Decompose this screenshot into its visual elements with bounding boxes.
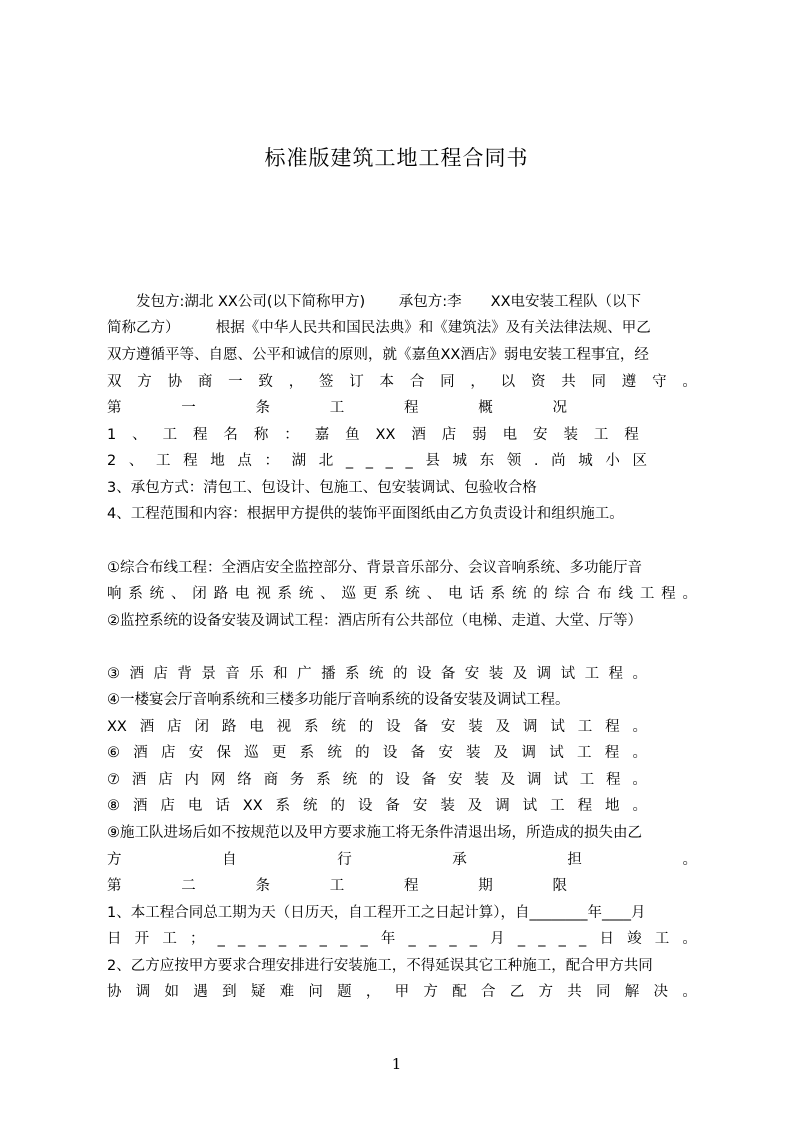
text-glyph: 的 [355, 745, 370, 761]
text-glyph: 设 [382, 745, 398, 761]
text-glyph: 程 [404, 878, 419, 894]
text-glyph: 统 [331, 719, 346, 735]
list-item [107, 743, 647, 763]
text-glyph: _ [538, 931, 546, 947]
text-glyph: 试 [550, 719, 565, 735]
list-item [107, 717, 647, 737]
text-glyph: 更 [362, 586, 378, 602]
text-glyph: 问 [308, 984, 323, 1000]
text-glyph: 统 [405, 586, 420, 602]
text-glyph: 播 [321, 666, 336, 682]
text-glyph: 1 [107, 427, 117, 443]
list-item: ⑨施工队进场后如不按规范以及甲方要求施工将无条件清退出场，所造成的损失由乙 [107, 825, 642, 841]
text-glyph: 酒 [139, 719, 155, 735]
text-glyph: 视 [256, 586, 271, 602]
text-glyph: _ [469, 931, 477, 947]
text-glyph: 日 [599, 931, 614, 947]
text-glyph: ； [189, 931, 205, 947]
text-glyph: 酒 [411, 427, 426, 443]
text-glyph: 系 [128, 586, 143, 602]
text-glyph: 电 [234, 586, 250, 602]
text-glyph: 共 [567, 984, 582, 1000]
text-glyph: _ [319, 931, 327, 947]
paragraph-line: 简称乙方） 根据《中华人民共和国民法典》和《建筑法》及有关法律法规、甲乙 [107, 320, 651, 336]
text-glyph: 嘉 [314, 427, 330, 443]
text-glyph: 及 [495, 719, 511, 735]
text-glyph: 安 [464, 666, 480, 682]
text-glyph: 条 [255, 400, 270, 416]
text-glyph: 装 [563, 427, 578, 443]
text-glyph: 守 [652, 374, 667, 390]
text-glyph: 致 [258, 374, 273, 390]
text-glyph: 酒 [131, 772, 147, 788]
text-glyph: 合 [575, 586, 591, 602]
text-glyph: 备 [440, 666, 456, 682]
list-item [107, 796, 647, 816]
text-glyph: 程 [577, 798, 593, 814]
text-glyph: 安 [188, 745, 204, 761]
text-glyph: 。 [682, 374, 697, 390]
text-glyph: 试 [549, 745, 564, 761]
text-glyph: ， [288, 374, 304, 390]
list-item: 4、工程范围和内容：根据甲方提供的装饰平面图纸由乙方负责设计和组织施工。 [107, 506, 624, 522]
text-glyph: 闭 [194, 719, 209, 735]
text-glyph: 及 [500, 772, 516, 788]
text-glyph: 小 [605, 453, 620, 469]
text-glyph: 电 [187, 798, 203, 814]
text-glyph: 系 [316, 772, 331, 788]
text-glyph: 协 [167, 374, 183, 390]
text-glyph: 湖 [291, 453, 307, 469]
text-glyph: 资 [530, 374, 546, 390]
text-glyph: 同 [591, 374, 606, 390]
text-glyph: 况 [552, 400, 567, 416]
text-glyph: 程 [193, 427, 208, 443]
text-glyph: 方 [107, 852, 122, 868]
text-glyph: 备 [385, 798, 400, 814]
text-glyph: 程 [624, 427, 639, 443]
text-glyph: 。 [682, 931, 697, 947]
text-glyph: _ [360, 931, 368, 947]
text-glyph: 系 [275, 798, 291, 814]
text-glyph: 竣 [627, 931, 642, 947]
text-glyph: 更 [271, 745, 287, 761]
text-glyph: 调 [521, 745, 537, 761]
text-glyph: 题 [337, 984, 352, 1000]
text-glyph: 。 [682, 984, 697, 1000]
text-glyph: 及 [512, 666, 528, 682]
text-glyph: _ [258, 931, 266, 947]
text-glyph: 电 [448, 586, 463, 602]
list-item [107, 770, 647, 790]
text-glyph: 调 [495, 798, 510, 814]
text-glyph: 同 [596, 984, 611, 1000]
list-item [107, 451, 647, 471]
text-glyph: _ [365, 453, 373, 469]
text-glyph: 程 [604, 745, 620, 761]
text-glyph: 装 [466, 745, 481, 761]
text-glyph: 乙 [509, 984, 525, 1000]
text-glyph: 共 [561, 374, 576, 390]
text-glyph: 名 [223, 427, 238, 443]
text-glyph: 担 [567, 852, 582, 868]
text-glyph: 统 [327, 745, 342, 761]
text-glyph: 二 [181, 878, 196, 894]
text-glyph: 及 [493, 745, 509, 761]
text-glyph: 双 [107, 374, 122, 390]
text-glyph: _ [385, 453, 393, 469]
text-glyph: 解 [624, 984, 640, 1000]
text-glyph: 背 [177, 666, 192, 682]
paragraph-line-justified [107, 372, 697, 392]
text-glyph: 遇 [193, 984, 208, 1000]
text-glyph: ： [264, 453, 279, 469]
text-glyph: _ [405, 453, 413, 469]
text-glyph: 日 [107, 931, 122, 947]
text-glyph: 程 [404, 400, 419, 416]
text-glyph: 商 [263, 772, 279, 788]
text-glyph: 工 [550, 798, 565, 814]
text-glyph: 本 [379, 374, 395, 390]
text-glyph: 设 [395, 772, 410, 788]
section-heading-1 [107, 398, 567, 418]
text-glyph: 装 [474, 772, 489, 788]
text-glyph: 第 [107, 878, 122, 894]
text-glyph: 程 [608, 666, 624, 682]
text-glyph: _ [345, 453, 354, 469]
text-glyph: 安 [412, 798, 428, 814]
text-glyph: 地 [210, 453, 225, 469]
text-glyph: 酒 [129, 666, 144, 682]
text-glyph: 线 [618, 586, 633, 602]
text-glyph: 方 [137, 374, 152, 390]
text-glyph: _ [449, 931, 457, 947]
text-glyph: 系 [304, 719, 319, 735]
text-glyph: 电 [502, 427, 518, 443]
text-glyph: 城 [452, 453, 467, 469]
text-glyph: 设 [416, 666, 432, 682]
text-glyph: 、 [132, 427, 147, 443]
text-glyph: 工 [329, 878, 345, 894]
text-glyph: 决 [653, 984, 669, 1000]
text-glyph: _ [517, 931, 526, 947]
paragraph-line: 发包方:湖北 XX公司(以下简称甲方) 承包方:李 XX电安装工程队（以下 [107, 294, 642, 310]
text-glyph: 行 [337, 852, 352, 868]
text-glyph: ③ [107, 666, 120, 682]
text-glyph: 广 [297, 666, 312, 682]
text-glyph: 试 [560, 666, 576, 682]
text-glyph: 统 [342, 772, 358, 788]
list-item: 2、乙方应按甲方要求合理安排进行安装施工，不得延误其它工种施工，配合甲方共同 [107, 958, 653, 974]
text-glyph: 店 [160, 745, 176, 761]
text-glyph: 巡 [341, 586, 356, 602]
text-glyph: 城 [578, 453, 593, 469]
list-item: ①综合布线工程：全酒店安全监控部分、背景音乐部分、会议音响系统、多功能厅音 [107, 560, 642, 576]
text-glyph: 的 [392, 666, 408, 682]
text-glyph: 承 [452, 852, 467, 868]
text-glyph: ， [365, 984, 381, 1000]
text-glyph: _ [299, 931, 307, 947]
text-glyph: 安 [447, 772, 463, 788]
text-glyph: 路 [221, 719, 237, 735]
text-glyph: 系 [345, 666, 360, 682]
text-glyph: 订 [349, 374, 364, 390]
paragraph-line: 双方遵循平等、自愿、公平和诚信的原则，就《嘉鱼XX酒店》弱电安装工程事宜，经 [107, 347, 649, 363]
text-glyph: ⑥ [107, 745, 120, 761]
text-glyph: 响 [107, 586, 122, 602]
paragraph-line-justified [107, 850, 697, 870]
text-glyph: 安 [533, 427, 548, 443]
text-glyph: 如 [164, 984, 180, 1000]
text-glyph: 、 [170, 586, 186, 602]
text-glyph: 装 [468, 719, 483, 735]
text-glyph: 、 [426, 586, 442, 602]
list-item: ②监控系统的设备安装及调试工程：酒店所有公共部位（电梯、走道、大堂、厅等） [107, 613, 642, 629]
list-item [107, 425, 639, 445]
text-glyph: 装 [440, 798, 455, 814]
text-glyph: 乐 [249, 666, 264, 682]
text-glyph: 系 [277, 586, 292, 602]
text-glyph: 。 [632, 772, 647, 788]
text-glyph: 2 [107, 453, 117, 469]
text-glyph: 工 [155, 453, 171, 469]
list-item [107, 664, 647, 684]
text-glyph: 备 [413, 719, 428, 735]
text-glyph: _ [278, 931, 287, 947]
text-glyph: 保 [216, 745, 231, 761]
text-glyph: 统 [511, 586, 527, 602]
text-glyph: 甲 [394, 984, 410, 1000]
text-glyph: 程 [605, 719, 620, 735]
text-glyph: 。 [632, 745, 647, 761]
text-glyph: 安 [440, 719, 456, 735]
text-glyph: 工 [584, 666, 600, 682]
text-glyph: XX [107, 719, 127, 735]
text-glyph: 限 [552, 878, 567, 894]
text-glyph: 条 [255, 878, 270, 894]
text-glyph: 疑 [250, 984, 266, 1000]
text-glyph: 备 [410, 745, 426, 761]
text-glyph: 到 [222, 984, 237, 1000]
text-glyph: 话 [469, 586, 484, 602]
text-glyph: 设 [357, 798, 373, 814]
text-glyph: 合 [409, 374, 425, 390]
text-glyph: 弱 [472, 427, 487, 443]
text-glyph: _ [408, 931, 416, 947]
text-glyph: 调 [135, 984, 151, 1000]
text-glyph: 商 [197, 374, 213, 390]
text-glyph: 工 [329, 400, 345, 416]
text-glyph: 布 [597, 586, 612, 602]
text-glyph: _ [579, 931, 587, 947]
text-glyph: 综 [554, 586, 570, 602]
text-glyph: 酒 [132, 798, 148, 814]
text-glyph: 。 [682, 852, 697, 868]
text-glyph: 概 [478, 400, 493, 416]
text-glyph: 工 [593, 427, 609, 443]
section-heading-2 [107, 876, 567, 896]
text-glyph: 系 [299, 745, 315, 761]
text-glyph: 及 [467, 798, 483, 814]
text-glyph: 开 [134, 931, 150, 947]
text-glyph: 的 [533, 586, 548, 602]
text-glyph: 方 [423, 984, 438, 1000]
text-glyph: 第 [107, 400, 122, 416]
text-glyph: 店 [158, 772, 173, 788]
text-glyph: 签 [318, 374, 334, 390]
page-title: 标准版建筑工地工程合同书 [264, 146, 529, 170]
text-glyph: ⑦ [107, 772, 120, 788]
text-glyph: 内 [184, 772, 200, 788]
text-glyph: 景 [201, 666, 216, 682]
text-glyph: 尚 [551, 453, 566, 469]
text-glyph: 路 [213, 586, 229, 602]
text-glyph: _ [238, 931, 246, 947]
list-item: ④一楼宴会厅音响系统和三楼多功能厅音响系统的设备安装及调试工程。 [107, 692, 570, 708]
text-glyph: 和 [273, 666, 288, 682]
text-glyph: 程 [183, 453, 198, 469]
text-glyph: 统 [149, 586, 165, 602]
text-glyph: 。 [632, 666, 647, 682]
text-glyph: 配 [452, 984, 467, 1000]
text-glyph: 。 [632, 719, 647, 735]
text-glyph: 期 [478, 878, 493, 894]
text-glyph: 店 [441, 427, 457, 443]
text-glyph: XX [242, 798, 263, 814]
text-glyph: 工 [639, 586, 655, 602]
text-glyph: _ [428, 931, 437, 947]
text-glyph: 店 [160, 798, 175, 814]
text-glyph: 地 [605, 798, 620, 814]
text-glyph: 程 [661, 586, 676, 602]
text-glyph: 工 [579, 772, 595, 788]
text-glyph: 年 [380, 931, 396, 947]
text-glyph: 区 [632, 453, 647, 469]
text-glyph: 工 [654, 931, 670, 947]
text-glyph: 视 [276, 719, 292, 735]
text-glyph: 的 [358, 719, 374, 735]
text-glyph: 以 [500, 374, 516, 390]
text-glyph: 程 [606, 772, 621, 788]
text-glyph: 。 [632, 798, 647, 814]
text-glyph: 的 [368, 772, 384, 788]
text-glyph: XX [375, 427, 396, 443]
text-glyph: 一 [181, 400, 196, 416]
text-glyph: 音 [225, 666, 240, 682]
text-glyph: 东 [479, 453, 495, 469]
text-glyph: 备 [421, 772, 437, 788]
text-glyph: 店 [167, 719, 182, 735]
text-glyph: ， [470, 374, 485, 390]
text-glyph: 协 [107, 984, 122, 1000]
text-glyph: _ [558, 931, 566, 947]
text-glyph: 统 [368, 666, 384, 682]
text-glyph: 工 [577, 719, 593, 735]
text-glyph: 统 [298, 586, 314, 602]
text-glyph: 试 [553, 772, 568, 788]
text-glyph: 北 [318, 453, 334, 469]
text-glyph: 络 [237, 772, 252, 788]
text-glyph: 话 [215, 798, 230, 814]
text-glyph: 工 [162, 931, 177, 947]
paragraph-line-justified [107, 929, 697, 949]
text-glyph: 闭 [192, 586, 207, 602]
text-glyph: 务 [289, 772, 305, 788]
text-glyph: 。 [682, 586, 697, 602]
text-glyph: 方 [538, 984, 553, 1000]
page-number: 1 [391, 1055, 402, 1073]
paragraph-line-justified [107, 982, 697, 1002]
list-item-justified [107, 584, 697, 604]
text-glyph: 调 [523, 719, 538, 735]
text-glyph: _ [340, 931, 348, 947]
text-glyph: 遵 [621, 374, 637, 390]
list-item: 3、承包方式：清包工、包设计、包施工、包安装调试、包验收合格 [107, 480, 537, 496]
text-glyph: 统 [303, 798, 318, 814]
text-glyph: 系 [384, 586, 399, 602]
text-glyph: 点 [237, 453, 252, 469]
text-glyph: 电 [249, 719, 264, 735]
text-glyph: 试 [522, 798, 538, 814]
text-glyph: 自 [222, 852, 237, 868]
text-glyph: 调 [536, 666, 552, 682]
text-glyph: 的 [330, 798, 345, 814]
list-item: 1、本工程合同总工期为天（日历天，自工程开工之日起计算），自________年____月 [107, 905, 646, 921]
text-glyph: . [533, 453, 539, 469]
text-glyph: 网 [210, 772, 226, 788]
text-glyph: 系 [490, 586, 506, 602]
text-glyph: 工 [162, 427, 178, 443]
text-glyph: 酒 [133, 745, 148, 761]
text-glyph: 称 [253, 427, 269, 443]
text-glyph: 鱼 [345, 427, 360, 443]
text-glyph: 合 [480, 984, 496, 1000]
text-glyph: ⑧ [107, 798, 120, 814]
text-glyph: 县 [425, 453, 440, 469]
text-glyph: 调 [527, 772, 542, 788]
text-glyph: 、 [128, 453, 144, 469]
text-glyph: 领 [506, 453, 522, 469]
text-glyph: 安 [438, 745, 453, 761]
text-glyph: 巡 [244, 745, 259, 761]
text-glyph: 装 [488, 666, 504, 682]
text-glyph: ： [284, 427, 299, 443]
text-glyph: 设 [386, 719, 401, 735]
text-glyph: 同 [440, 374, 455, 390]
text-glyph: 店 [153, 666, 168, 682]
text-glyph: 难 [279, 984, 295, 1000]
text-glyph: 、 [320, 586, 335, 602]
text-glyph: 月 [490, 931, 505, 947]
text-glyph: 工 [576, 745, 592, 761]
text-glyph: _ [217, 931, 225, 947]
text-glyph: 一 [228, 374, 243, 390]
